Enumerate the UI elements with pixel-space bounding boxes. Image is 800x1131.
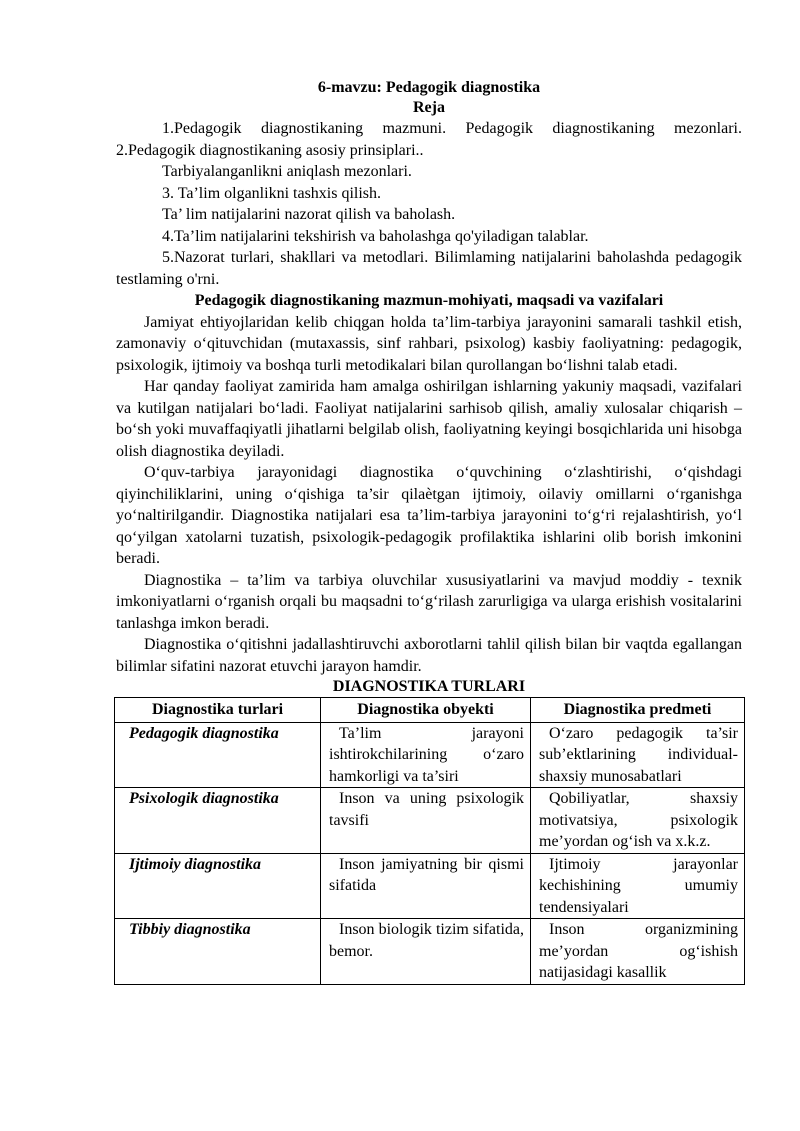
table-caption: DIAGNOSTIKA TURLARI bbox=[332, 678, 526, 695]
diagnostic-object-cell: Inson biologik tizim sifatida, bemor. bbox=[321, 919, 531, 985]
column-header: Diagnostika obyekti bbox=[321, 698, 531, 723]
table-row bbox=[115, 919, 745, 985]
diagnostic-object-cell: Inson jamiyatning bir qismi sifatida bbox=[321, 853, 531, 919]
table-row bbox=[115, 722, 745, 788]
body-paragraph: O‘quv-tarbiya jarayonidagi diagnostika o‘quvchining o‘zlashtirishi, o‘qishdagi qiyinchiliklarini, uning o‘qishiga ta’sir qilaètgan ijtimoiy, oilaviy omillarni o‘rganishga yo‘naltirilgandir. Diagnostika natijalari esa ta’lim-tarbiya jarayonini to‘g‘ri rejalashtirish, yo‘l qo‘yilgan xatolarni tuzatish, psixologik-pedagogik profilaktika ishlarini olib borish imkonini beradi. bbox=[116, 464, 742, 567]
diagnostic-subject-cell: Qobiliyatlar, shaxsiy motivatsiya, psixologik me’yordan og‘ish va x.k.z. bbox=[531, 788, 745, 854]
body-paragraph: Jamiyat ehtiyojlaridan kelib chiqgan holda ta’lim-tarbiya jarayonini samarali tashkil etish, zamonaviy o‘qituvchidan (mutaxassis, sinf rahbari, psixolog) kasbiy faoliyatning: pedagogik, psixologik, ijtimoiy va boshqa turli metodikalari bilan qurollangan bo‘lishni talab etadi. bbox=[116, 313, 742, 374]
plan-heading: Reja bbox=[413, 99, 445, 116]
column-header: Diagnostika predmeti bbox=[531, 698, 745, 723]
plan-item: 4.Ta’lim natijalarini tekshirish va baholashga qo'yiladigan talablar. bbox=[162, 227, 589, 245]
section-heading: Pedagogik diagnostikaning mazmun-mohiyati, maqsadi va vazifalari bbox=[194, 292, 664, 309]
plan-item: 5.Nazorat turlari, shakllari va metodlari. Bilimlaming natijalarini baholashda pedagogik testlaming o'rni. bbox=[116, 249, 742, 288]
diagnostic-type-cell: Tibbiy diagnostika bbox=[115, 919, 321, 985]
table-row bbox=[115, 788, 745, 854]
diagnostic-subject-cell: Inson organizmining me’yordan og‘ishish natijasidagi kasallik bbox=[531, 919, 745, 985]
table-row bbox=[115, 853, 745, 919]
body-paragraph: Diagnostika o‘qitishni jadallashtiruvchi axborotlarni tahlil qilish bilan bir vaqtda egallangan bilimlar sifatini nazorat etuvchi jarayon hamdir. bbox=[116, 636, 742, 675]
plan-item: 3. Ta’lim olganlikni tashxis qilish. bbox=[162, 184, 382, 202]
table-header-row bbox=[115, 698, 745, 723]
plan-item: Tarbiyalanganlikni aniqlash mezonlari. bbox=[162, 163, 412, 180]
body-paragraph: Har qanday faoliyat zamirida ham amalga oshirilgan ishlarning yakuniy maqsadi, vazifalari va kutilgan natijalari bo‘ladi. Faoliyat natijalarini sarhisob qilish, amaliy xulosalar chiqarish – bo‘sh yoki muvaffaqiyatli jihatlarni belgilab olish, faoliyatning keyingi bosqichlarida uni hisobga olish diagnostika deyiladi. bbox=[116, 378, 742, 460]
column-header: Diagnostika turlari bbox=[115, 698, 321, 723]
diagnostic-subject-cell: Ijtimoiy jarayonlar kechishining umumiy tendensiyalari bbox=[531, 853, 745, 919]
body-paragraph: Diagnostika – ta’lim va tarbiya oluvchilar xususiyatlarini va mavjud moddiy - texnik imkoniyatlarni o‘rganish orqali bu maqsadni to‘g‘rilash zarurligiga va ularga erishish vositalarini tanlashga imkon beradi. bbox=[116, 571, 742, 632]
plan-item: Ta’ lim natijalarini nazorat qilish va baholash. bbox=[162, 206, 456, 223]
diagnostic-object-cell: Inson va uning psixologik tavsifi bbox=[321, 788, 531, 854]
document-page bbox=[116, 78, 742, 985]
diagnostic-subject-cell: O‘zaro pedagogik ta’sir sub’ektlarining individual-shaxsiy munosabatlari bbox=[531, 722, 745, 788]
diagnostic-type-cell: Pedagogik diagnostika bbox=[115, 722, 321, 788]
diagnostics-table bbox=[114, 697, 745, 985]
document-title: 6-mavzu: Pedagogik diagnostika bbox=[317, 79, 541, 96]
diagnostic-type-cell: Ijtimoiy diagnostika bbox=[115, 853, 321, 919]
plan-item: 1.Pedagogik diagnostikaning mazmuni. Pedagogik diagnostikaning mezonlari. 2.Pedagogik diagnostikaning asosiy prinsiplari.. bbox=[116, 120, 742, 159]
diagnostic-object-cell: Ta’lim jarayoni ishtirokchilarining o‘zaro hamkorligi va ta’siri bbox=[321, 722, 531, 788]
diagnostic-type-cell: Psixologik diagnostika bbox=[115, 788, 321, 854]
